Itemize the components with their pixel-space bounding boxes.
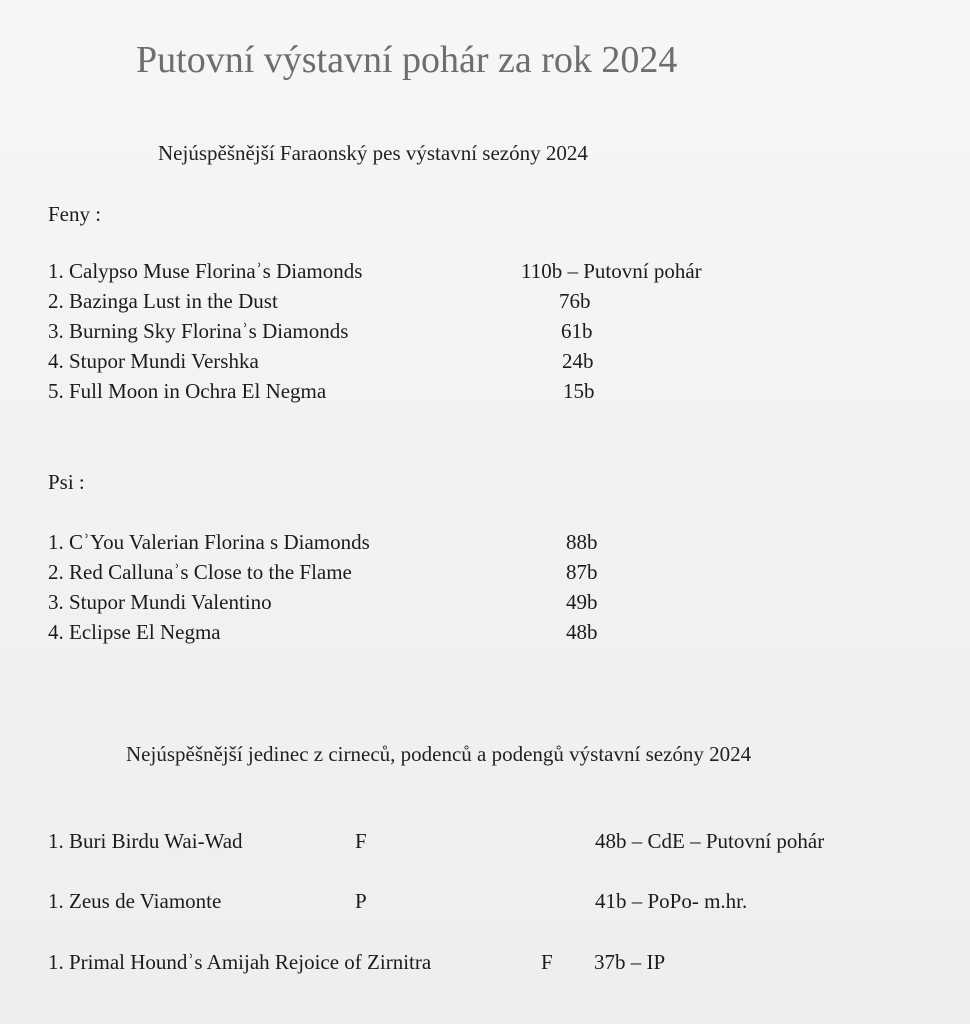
- dog-name: 1. Buri Birdu Wai-Wad: [48, 829, 243, 853]
- dog-points: 48b: [566, 620, 598, 644]
- cirneco-podenco-heading: Nejúspěšnější jedinec z cirneců, podenců a podengů výstavní sezóny 2024: [126, 742, 752, 766]
- dog-points: 15b: [563, 379, 595, 403]
- dog-name: 2. Red Callunaʾs Close to the Flame: [48, 560, 352, 584]
- list-item: [0, 889, 970, 917]
- dog-sex: P: [355, 889, 367, 913]
- list-item: [0, 259, 970, 287]
- dog-name: 4. Eclipse El Negma: [48, 620, 221, 644]
- list-item: [0, 289, 970, 317]
- dog-name: 1. Primal Houndʾs Amijah Rejoice of Zirnitra: [48, 950, 432, 974]
- list-item: [0, 379, 970, 407]
- list-item: [0, 590, 970, 618]
- dog-name: 1. Calypso Muse Florinaʾs Diamonds: [48, 259, 363, 283]
- dog-points: 24b: [562, 349, 594, 373]
- list-item: [0, 829, 970, 857]
- list-item: [0, 620, 970, 648]
- dog-name: 3. Stupor Mundi Valentino: [48, 590, 272, 614]
- dog-sex: F: [355, 829, 367, 853]
- pharaoh-hound-heading: Nejúspěšnější Faraonský pes výstavní sezóny 2024: [158, 141, 588, 165]
- dog-name: 2. Bazinga Lust in the Dust: [48, 289, 278, 313]
- dog-points: 37b – IP: [594, 950, 666, 974]
- females-label: Feny :: [48, 202, 102, 226]
- dog-name: 1. Zeus de Viamonte: [48, 889, 222, 913]
- dog-sex: F: [541, 950, 553, 974]
- dog-name: 5. Full Moon in Ochra El Negma: [48, 379, 327, 403]
- dog-points: 61b: [561, 319, 593, 343]
- dog-name: 1. CʾYou Valerian Florina s Diamonds: [48, 530, 370, 554]
- dog-points: 48b – CdE – Putovní pohár: [595, 829, 825, 853]
- dog-points: 49b: [566, 590, 598, 614]
- dog-name: 3. Burning Sky Florinaʾs Diamonds: [48, 319, 349, 343]
- list-item: [0, 950, 970, 978]
- list-item: [0, 560, 970, 588]
- dog-points: 87b: [566, 560, 598, 584]
- males-label: Psi :: [48, 470, 85, 494]
- dog-points: 41b – PoPo- m.hr.: [595, 889, 748, 913]
- list-item: [0, 530, 970, 558]
- list-item: [0, 349, 970, 377]
- dog-points: 76b: [559, 289, 591, 313]
- page-title: Putovní výstavní pohár za rok 2024: [136, 39, 678, 81]
- list-item: [0, 319, 970, 347]
- dog-points: 88b: [566, 530, 598, 554]
- dog-name: 4. Stupor Mundi Vershka: [48, 349, 259, 373]
- dog-points: 110b – Putovní pohár: [521, 259, 702, 283]
